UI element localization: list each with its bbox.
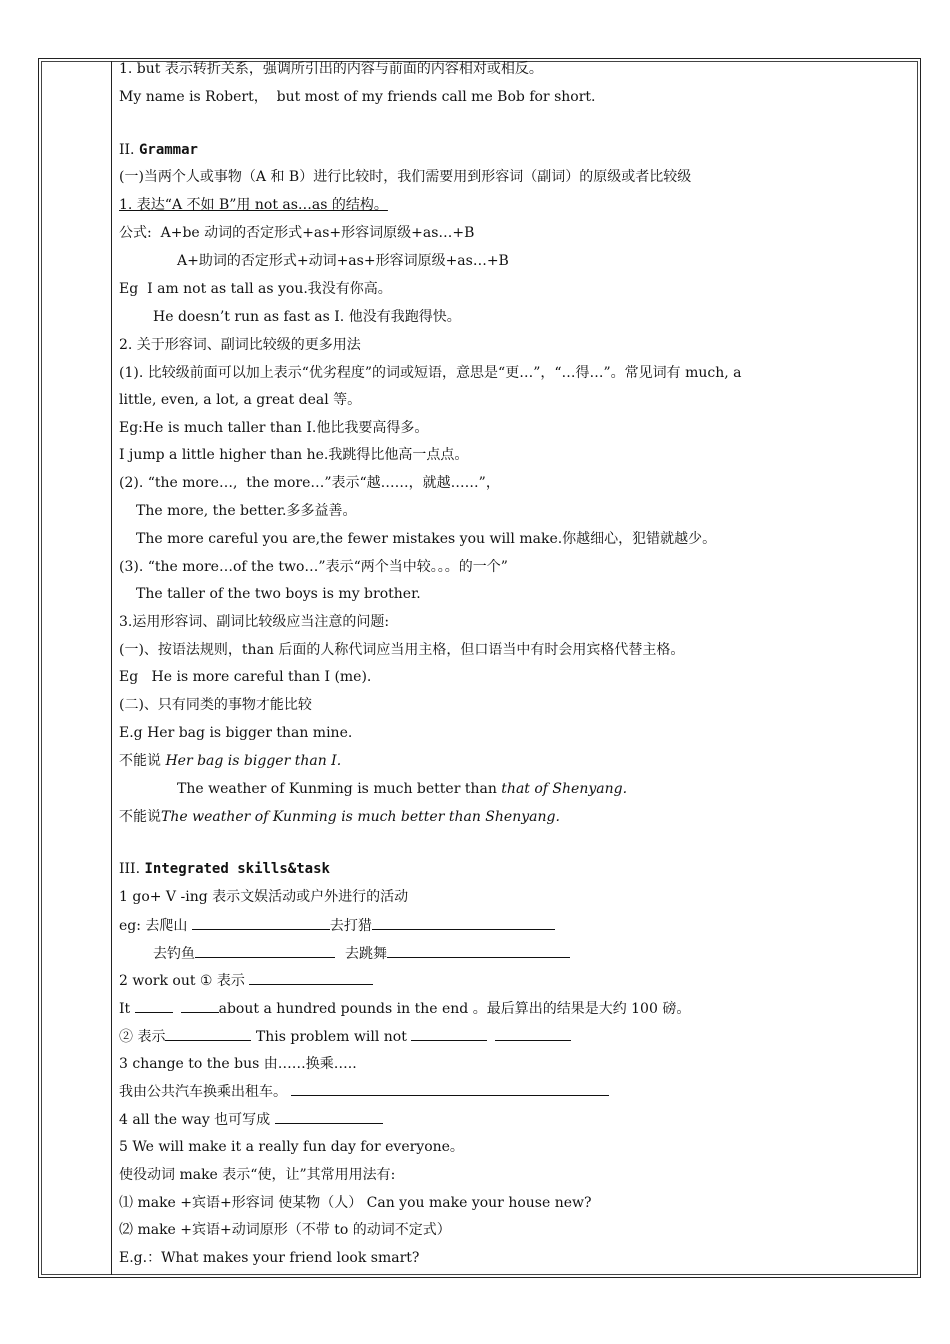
text-span: 去钓鱼	[153, 946, 195, 962]
text-span: 我由公共汽车换乘出租车。	[119, 1084, 292, 1100]
column-divider	[111, 61, 112, 1275]
text-span: It	[119, 1001, 135, 1017]
text-line: little, even, a lot, a great deal 等。	[119, 392, 362, 408]
example-line: E.g.：What makes your friend look smart?	[119, 1250, 420, 1266]
text-line: 1 go+ V -ing 表示文娱活动或户外进行的活动	[119, 889, 409, 905]
italic-example: The weather of Kunming is much better than Shenyang.	[161, 809, 560, 825]
answer-blank[interactable]	[411, 1027, 487, 1041]
example-line: Eg:He is much taller than I.他比我要高得多。	[119, 420, 429, 436]
text-line: ⑴ make +宾语+形容词 使某物（人） Can you make your house new?	[119, 1195, 592, 1211]
formula-line: 公式: A+be 动词的否定形式+as+形容词原级+as…+B	[119, 225, 475, 241]
example-line	[177, 780, 627, 798]
fill-in-line	[119, 1082, 609, 1101]
example-line	[119, 808, 560, 826]
text-span: 2 work out ① 表示	[119, 973, 250, 989]
fill-in-line	[119, 916, 555, 935]
text-line: My name is Robert， but most of my friends call me Bob for short.	[119, 89, 596, 105]
section-heading-integrated	[119, 860, 330, 878]
answer-blank[interactable]	[192, 916, 330, 930]
answer-blank[interactable]	[372, 916, 555, 930]
text-line: (一)当两个人或事物（A 和 B）进行比较时，我们需要用到形容词（副词）的原级或者比较级	[119, 169, 692, 185]
text-line: 5 We will make it a really fun day for everyone。	[119, 1139, 464, 1155]
text-line: 3 change to the bus 由……换乘…..	[119, 1056, 357, 1072]
text-line: (二)、只有同类的事物才能比较	[119, 697, 312, 713]
text-span: 不能说	[119, 753, 166, 769]
answer-blank[interactable]	[249, 971, 373, 985]
fill-in-line	[119, 971, 373, 990]
answer-blank[interactable]	[495, 1027, 571, 1041]
text-span: 去跳舞	[345, 946, 387, 962]
fill-in-line	[119, 999, 690, 1018]
text-span: about a hundred pounds in the end 。最后算出的结果是大约 100 磅。	[218, 1001, 691, 1017]
example-line: The more, the better.多多益善。	[136, 503, 357, 519]
section-number: II.	[119, 142, 139, 158]
answer-blank[interactable]	[181, 999, 219, 1013]
answer-blank[interactable]	[387, 944, 570, 958]
example-line	[119, 752, 341, 770]
fill-in-line	[119, 1110, 383, 1129]
answer-blank[interactable]	[135, 999, 173, 1013]
fill-in-line	[119, 1027, 571, 1046]
text-span: ② 表示	[119, 1029, 166, 1045]
text-line: ⑵ make +宾语+动词原形（不带 to 的动词不定式）	[119, 1222, 451, 1238]
example-line: The taller of the two boys is my brother.	[136, 586, 421, 602]
italic-example: Her bag is bigger than I.	[165, 753, 342, 769]
text-span: 去打猎	[329, 918, 372, 934]
answer-blank[interactable]	[275, 1110, 383, 1124]
example-line: Eg I am not as tall as you.我没有你高。	[119, 281, 392, 297]
text-line: (1). 比较级前面可以加上表示“优劣程度”的词或短语，意思是“更…”，“…得…”。常见词有 much, a	[119, 365, 742, 381]
section-heading-grammar	[119, 141, 198, 159]
text-line: 3.运用形容词、副词比较级应当注意的问题:	[119, 614, 390, 630]
italic-example: that of Shenyang.	[501, 781, 628, 797]
text-span: eg: 去爬山	[119, 918, 192, 934]
text-span: The weather of Kunming is much better than	[177, 781, 502, 797]
example-line: The more careful you are,the fewer mistakes you will make.你越细心，犯错就越少。	[136, 531, 717, 547]
section-title: Grammar	[138, 142, 198, 158]
text-line: 使役动词 make 表示“使，让”其常用用法有:	[119, 1167, 396, 1183]
text-span: 不能说	[119, 809, 161, 825]
example-line: He doesn’t run as fast as I. 他没有我跑得快。	[153, 309, 461, 325]
example-line: E.g Her bag is bigger than mine.	[119, 725, 353, 741]
text-span: This problem will not	[251, 1029, 412, 1045]
fill-in-line	[153, 944, 570, 963]
example-line: I jump a little higher than he.我跳得比他高一点点。	[119, 447, 469, 463]
answer-blank[interactable]	[291, 1082, 609, 1096]
formula-line: A+助词的否定形式+动词+as+形容词原级+as…+B	[177, 253, 509, 269]
answer-blank[interactable]	[165, 1027, 251, 1041]
text-line: (一)、按语法规则，than 后面的人称代词应当用主格，但口语当中有时会用宾格代替主格。	[119, 642, 685, 658]
text-line: 1. but 表示转折关系，强调所引出的内容与前面的内容相对或相反。	[119, 61, 543, 77]
answer-blank[interactable]	[195, 944, 335, 958]
example-line: Eg He is more careful than I (me).	[119, 669, 372, 685]
text-span: 4 all the way 也可写成	[119, 1112, 275, 1128]
subheading: 1. 表达“A 不如 B”用 not as…as 的结构。	[119, 197, 388, 213]
section-number: III.	[119, 861, 145, 877]
text-line: (3). “the more…of the two…”表示“两个当中较。。。的一个”	[119, 559, 508, 575]
text-line: 2. 关于形容词、副词比较级的更多用法	[119, 337, 361, 353]
section-title: Integrated skills&task	[144, 861, 330, 877]
text-line: (2). “the more…, the more…”表示“越……，就越……”，	[119, 475, 500, 491]
